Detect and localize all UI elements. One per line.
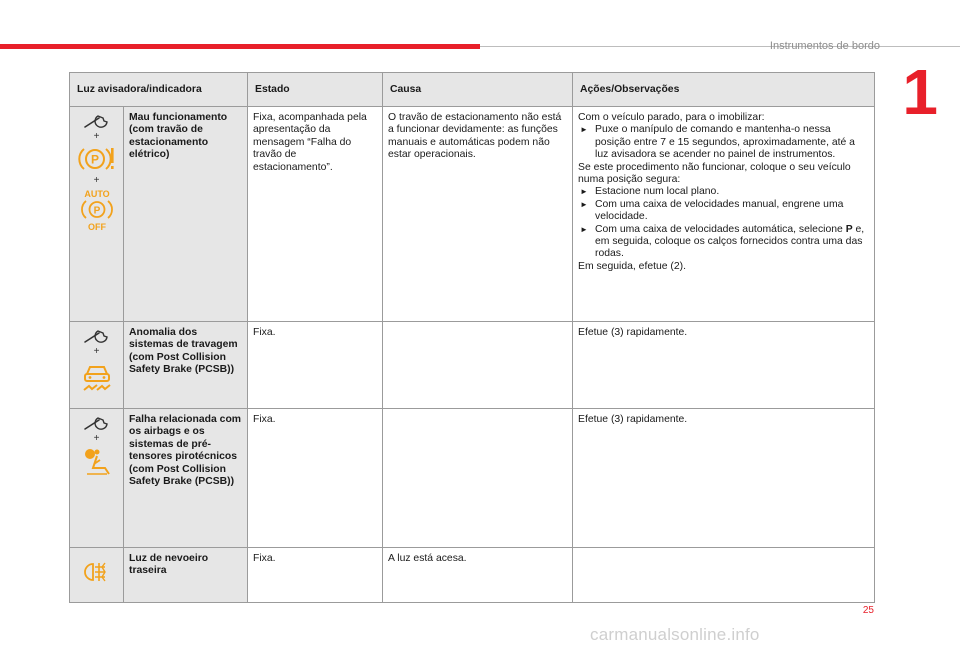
warning-lights-table xyxy=(69,72,875,603)
action-text: Com uma caixa de velocidades automática, selecione xyxy=(595,223,846,235)
icon-cell xyxy=(70,409,124,548)
airbag-icon xyxy=(81,446,113,476)
header-light: Luz avisadora/indicadora xyxy=(70,73,248,107)
light-name: Falha relacionada com os airbags e os sistemas de pré-tensores pirotécnicos (com Post Collision Safety Brake (PCSB)) xyxy=(124,409,248,548)
action-bullet: ► Puxe o manípulo de comando e mantenha-o nessa posição entre 7 e 15 segundos, aproximadamente, até a luz avisadora se acender no painel de instrumentos. xyxy=(578,124,869,161)
actions-cell xyxy=(573,548,875,603)
red-accent-bar xyxy=(0,44,480,49)
table-row xyxy=(70,409,875,548)
pcsb-collision-icon xyxy=(80,359,114,393)
action-list xyxy=(578,124,869,161)
table-row xyxy=(70,548,875,603)
cause-cell: A luz está acesa. xyxy=(383,548,573,603)
svg-text:P: P xyxy=(93,205,100,217)
plus-sign: + xyxy=(93,433,100,444)
action-text: e, em seguida, coloque os calços fornecidos contra uma das rodas. xyxy=(595,223,865,260)
cause-cell xyxy=(383,409,573,548)
actions-cell: Efetue (3) rapidamente. xyxy=(573,409,875,548)
state-cell: Fixa. xyxy=(248,322,383,409)
header-rule xyxy=(480,46,960,47)
svg-text:P: P xyxy=(90,152,99,167)
light-name: Anomalia dos sistemas de travagem (com Post Collision Safety Brake (PCSB)) xyxy=(124,322,248,409)
action-bullet: ► Estacione num local plano. xyxy=(578,186,869,198)
wrench-icon xyxy=(82,112,112,130)
page-number: 25 xyxy=(862,605,874,616)
action-bullet: ► Com uma caixa de velocidades manual, engrene uma velocidade. xyxy=(578,199,869,224)
state-cell: Fixa. xyxy=(248,409,383,548)
watermark: carmanualsonline.info xyxy=(590,625,760,644)
auto-p-off-icon xyxy=(80,188,114,232)
icon-cell xyxy=(70,107,124,322)
rear-fog-light-icon xyxy=(82,560,112,584)
cause-cell xyxy=(383,322,573,409)
icon-cell xyxy=(70,548,124,603)
section-title: Instrumentos de bordo xyxy=(769,40,880,52)
icon-cell xyxy=(70,322,124,409)
action-list xyxy=(578,186,869,260)
action-text: Se este procedimento não funcionar, coloque o seu veículo numa posição segura: xyxy=(578,161,851,186)
table-row xyxy=(70,322,875,409)
plus-sign: + xyxy=(93,346,100,357)
table-header-row xyxy=(70,73,875,107)
svg-text:OFF: OFF xyxy=(87,222,106,232)
cause-cell: O travão de estacionamento não está a funcionar devidamente: as funções manuais e automáticas podem não estar operacionais. xyxy=(383,107,573,322)
gear-p-label: P xyxy=(845,223,853,235)
header-state: Estado xyxy=(248,73,383,107)
chapter-number: 1 xyxy=(902,56,938,128)
action-text: Em seguida, efetue (2). xyxy=(578,260,687,272)
header-cause: Causa xyxy=(383,73,573,107)
header-actions: Ações/Observações xyxy=(573,73,875,107)
state-cell: Fixa, acompanhada pela apresentação da mensagem “Falha do travão de estacionamento”. xyxy=(248,107,383,322)
light-name: Luz de nevoeiro traseira xyxy=(124,548,248,603)
wrench-icon xyxy=(82,414,112,432)
plus-sign: + xyxy=(93,175,100,186)
table-row xyxy=(70,107,875,322)
state-cell: Fixa. xyxy=(248,548,383,603)
light-name: Mau funcionamento (com travão de estacionamento elétrico) xyxy=(124,107,248,322)
actions-cell: Efetue (3) rapidamente. xyxy=(573,322,875,409)
svg-text:AUTO: AUTO xyxy=(83,189,110,199)
plus-sign: + xyxy=(93,131,100,142)
parking-brake-warning-icon xyxy=(77,144,117,174)
wrench-icon xyxy=(82,327,112,345)
actions-cell xyxy=(573,107,875,322)
action-intro: Com o veículo parado, para o imobilizar: xyxy=(578,112,765,123)
action-bullet xyxy=(578,224,869,261)
